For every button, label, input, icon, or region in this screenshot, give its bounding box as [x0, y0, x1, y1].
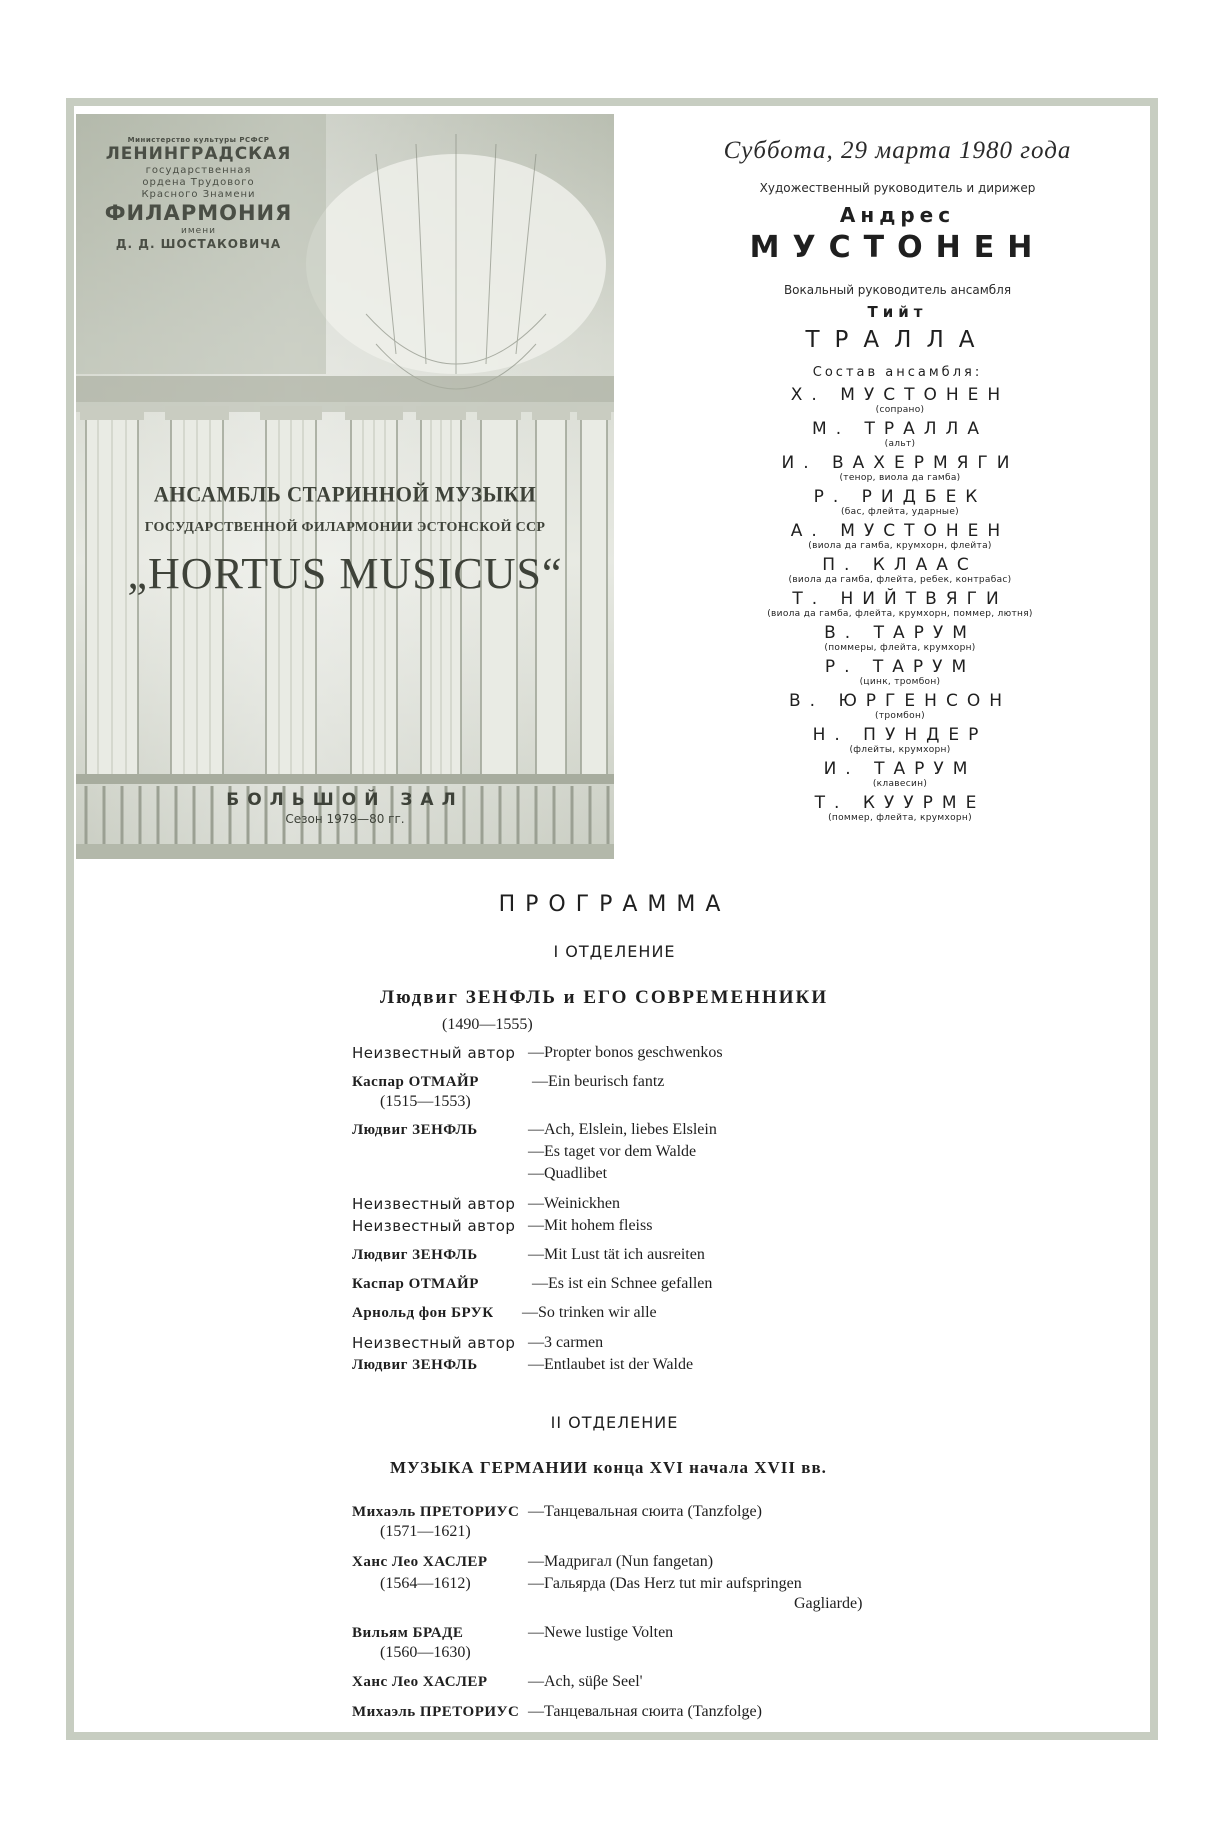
work-title: —Гальярда (Das Herz tut mir aufspringen [528, 1575, 802, 1592]
composer: Людвиг ЗЕНФЛЬ [352, 1247, 478, 1263]
org-line-4: Красного Знамени [141, 188, 256, 200]
artistic-director-title: Художественный руководитель и дирижер [759, 181, 1036, 195]
work-title: —Quadlibet [528, 1165, 608, 1182]
composer: Людвиг ЗЕНФЛЬ [352, 1122, 478, 1138]
work-title: —3 carmen [528, 1334, 604, 1351]
work-title: —Ach, Elslein, liebes Elslein [528, 1121, 717, 1138]
work-title: —Es ist ein Schnee gefallen [532, 1275, 713, 1292]
org-line-3: ордена Трудового [142, 176, 255, 188]
member-item [690, 555, 1110, 589]
org-line-5: ФИЛАРМОНИЯ [104, 200, 293, 225]
ensemble-members-title: Состав ансамбля: [812, 365, 983, 380]
member-item [690, 521, 1110, 555]
org-line-6: имени [181, 225, 216, 236]
member-role: (поммер, флейта, крумхорн) [828, 813, 972, 823]
conductor-last-name: МУСТОНЕН [749, 230, 1046, 265]
member-name: М. ТРАЛЛА [812, 419, 988, 439]
work-title: —Mit Lust tät ich ausreiten [528, 1246, 705, 1263]
member-name: В. ТАРУМ [824, 623, 976, 643]
ensemble-members-list [690, 385, 1110, 827]
composer: Неизвестный автор [352, 1195, 516, 1213]
work-title: —Ach, süβe Seel' [528, 1673, 643, 1690]
member-name: Р. РИДБЕК [813, 487, 987, 507]
member-role: (тромбон) [875, 711, 925, 721]
composer: Каспар ОТМАЙР [352, 1074, 479, 1090]
work-title: —Танцевальная сюита (Tanzfolge) [528, 1703, 762, 1720]
work-title: —Танцевальная сюита (Tanzfolge) [528, 1503, 762, 1520]
member-role: (сопрано) [875, 405, 925, 415]
concert-date: Суббота, 29 марта 1980 года [723, 137, 1072, 164]
composer-years: (1515—1553) [380, 1093, 471, 1110]
composer: Арнольд фон БРУК [352, 1305, 494, 1321]
member-item [690, 487, 1110, 521]
work-title: Gagliarde) [794, 1595, 863, 1612]
programme-title: ПРОГРАММА [498, 892, 731, 917]
member-item [690, 453, 1110, 487]
composer-years: (1571—1621) [380, 1523, 471, 1540]
work-title: —Newe lustige Volten [528, 1624, 674, 1641]
member-item [690, 759, 1110, 793]
member-item [690, 385, 1110, 419]
member-role: (альт) [884, 439, 916, 449]
part-1-heading-years: (1490—1555) [442, 1016, 533, 1033]
member-role: (виола да гамба, флейта, ребек, контрабас) [788, 575, 1012, 585]
member-item [690, 793, 1110, 827]
member-name: Р. ТАРУМ [824, 657, 976, 677]
composer-years: (1564—1612) [380, 1575, 471, 1592]
composer: Ханс Лео ХАСЛЕР [352, 1674, 488, 1690]
member-item [690, 657, 1110, 691]
part-2-heading: МУЗЫКА ГЕРМАНИИ конца XVI начала XVII вв. [390, 1458, 827, 1477]
org-line-2: государственная [145, 164, 252, 176]
vocal-director-first-name: Тийт [867, 303, 928, 321]
member-role: (клавесин) [872, 779, 928, 789]
member-role: (виола да гамба, крумхорн, флейта) [808, 541, 992, 551]
cover-photo [76, 114, 614, 859]
member-name: И. ВАХЕРМЯГИ [781, 453, 1019, 473]
member-role: (бас, флейта, ударные) [841, 507, 959, 517]
org-line-1: ЛЕНИНГРАДСКАЯ [105, 144, 292, 165]
work-title: —Мадригал (Nun fangetan) [528, 1553, 714, 1570]
member-name: А. МУСТОНЕН [790, 521, 1010, 541]
composer: Михаэль ПРЕТОРИУС [352, 1704, 520, 1720]
part-2-label: II ОТДЕЛЕНИЕ [550, 1413, 679, 1432]
vocal-director-title: Вокальный руководитель ансамбля [783, 283, 1012, 297]
work-title: —Weinickhen [528, 1195, 621, 1212]
member-item [690, 589, 1110, 623]
member-name: Т. НИЙТВЯГИ [792, 589, 1008, 609]
member-item [690, 691, 1110, 725]
part-1-heading: Людвиг ЗЕНФЛЬ и ЕГО СОВРЕМЕННИКИ [380, 987, 829, 1008]
work-title: —Ein beurisch fantz [532, 1073, 665, 1090]
composer: Неизвестный автор [352, 1334, 516, 1352]
composer: Каспар ОТМАЙР [352, 1276, 479, 1292]
member-name: И. ТАРУМ [823, 759, 977, 779]
composer: Михаэль ПРЕТОРИУС [352, 1504, 520, 1520]
member-name: Н. ПУНДЕР [812, 725, 988, 745]
work-title: —Es taget vor dem Walde [528, 1143, 697, 1160]
member-name: Х. МУСТОНЕН [790, 385, 1010, 405]
composer: Ханс Лео ХАСЛЕР [352, 1554, 488, 1570]
ministry-text: Министерство культуры РСФСР [127, 136, 270, 144]
member-item [690, 623, 1110, 657]
part-1-label: I ОТДЕЛЕНИЕ [553, 942, 676, 961]
member-name: В. ЮРГЕНСОН [788, 691, 1011, 711]
member-name: Т. КУУРМЕ [814, 793, 986, 813]
composer: Неизвестный автор [352, 1044, 516, 1062]
member-item [690, 419, 1110, 453]
ensemble-name: „HORTUS MUSICUS“ [127, 549, 563, 598]
composer: Неизвестный автор [352, 1217, 516, 1235]
member-item [690, 725, 1110, 759]
season: Сезон 1979—80 гг. [285, 812, 405, 826]
composer-years: (1560—1630) [380, 1644, 471, 1661]
work-title: —Mit hohem fleiss [528, 1217, 653, 1234]
ensemble-line-2: ГОСУДАРСТВЕННОЙ ФИЛАРМОНИИ ЭСТОНСКОЙ ССР [144, 520, 546, 535]
work-title: —So trinken wir alle [522, 1304, 657, 1321]
vocal-director-last-name: ТРАЛЛА [805, 327, 990, 353]
member-role: (тенор, виола да гамба) [839, 473, 961, 483]
member-role: (флейты, крумхорн) [849, 745, 951, 755]
work-title: —Entlaubet ist der Walde [528, 1356, 694, 1373]
conductor-first-name: Андрес [839, 203, 956, 227]
composer: Людвиг ЗЕНФЛЬ [352, 1357, 478, 1373]
member-role: (виола да гамба, флейта, крумхорн, поммер, лютня) [767, 609, 1033, 619]
cover-header [76, 136, 321, 251]
member-role: (цинк, тромбон) [859, 677, 941, 687]
member-name: П. КЛААС [822, 555, 978, 575]
hall-name: БОЛЬШОЙ ЗАЛ [226, 790, 464, 810]
ensemble-line-1: АНСАМБЛЬ СТАРИННОЙ МУЗЫКИ [153, 481, 537, 507]
org-line-7: Д. Д. ШОСТАКОВИЧА [115, 236, 282, 251]
composer: Вильям БРАДЕ [352, 1625, 464, 1641]
member-role: (поммеры, флейта, крумхорн) [824, 643, 976, 653]
work-title: —Propter bonos geschwenkos [528, 1044, 723, 1061]
